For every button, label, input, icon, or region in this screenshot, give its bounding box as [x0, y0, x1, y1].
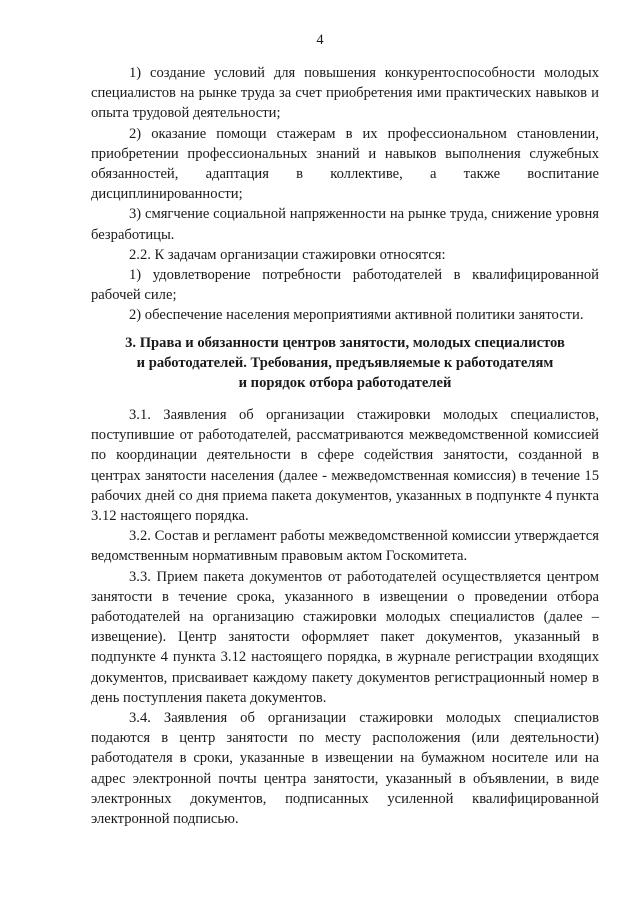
paragraph: 3.1. Заявления об организации стажировки молодых специалистов, поступившие от работодателей, рассматриваются межведомственной комиссией по координации деятельности в сфере содействия занятости, созданной в центрах занятости населения (далее - межведомственная комиссия) в течение 15 рабочих дней со дня приема пакета документов, указанных в подпункте 4 пункта 3.12 настоящего порядка.: [91, 407, 599, 525]
paragraph: 2) обеспечение населения мероприятиями активной политики занятости.: [129, 307, 584, 324]
paragraph: 2) оказание помощи стажерам в их профессиональном становлении, приобретении профессиональных знаний и навыков выполнения служебных обязанностей, адаптация в коллективе, а также воспитание дисциплинированности;: [91, 125, 599, 203]
paragraph: 1) создание условий для повышения конкурентоспособности молодых специалистов на рынке труда за счет приобретения ими практических навыков и опыта трудовой деятельности;: [91, 65, 599, 122]
paragraph: 3.4. Заявления об организации стажировки молодых специалистов подаются в центр занятости по месту расположения (или деятельности) работодателя в сроки, указанные в извещении на бумажном носителе или на адрес электронной почты центра занятости, указанный в объявлении, в виде электронных документов, подписанных усиленной квалифицированной электронной подписью.: [91, 710, 599, 828]
section-heading-line: и работодателей. Требования, предъявляемые к работодателям: [136, 355, 554, 372]
paragraph: 3.3. Прием пакета документов от работодателей осуществляется центром занятости в течение срока, указанного в извещении о проведении отбора работодателей на организацию стажировки молодых специалистов (далее – извещение). Центр занятости оформляет пакет документов, указанный в подпункте 4 пункта 3.12 настоящего порядка, в журнале регистрации входящих документов, присваивает каждому пакету документов регистрационный номер в день поступления пакета документов.: [91, 568, 599, 706]
goals-list: [91, 63, 599, 326]
section-heading-line: и порядок отбора работодателей: [238, 375, 452, 392]
section-heading-line: 3. Права и обязанности центров занятости, молодых специалистов: [125, 335, 565, 351]
paragraph: 3.2. Состав и регламент работы межведомственной комиссии утверждается ведомственным нормативным правовым актом Госкомитета.: [91, 528, 599, 565]
paragraph: 3) смягчение социальной напряженности на рынке труда, снижение уровня безработицы.: [91, 206, 599, 243]
section-heading: [91, 333, 599, 394]
paragraph: 1) удовлетворение потребности работодателей в квалифицированной рабочей силе;: [91, 267, 599, 304]
page-number: 4: [316, 32, 324, 48]
section-3-body: [91, 405, 599, 829]
paragraph: 2.2. К задачам организации стажировки относятся:: [129, 246, 446, 263]
